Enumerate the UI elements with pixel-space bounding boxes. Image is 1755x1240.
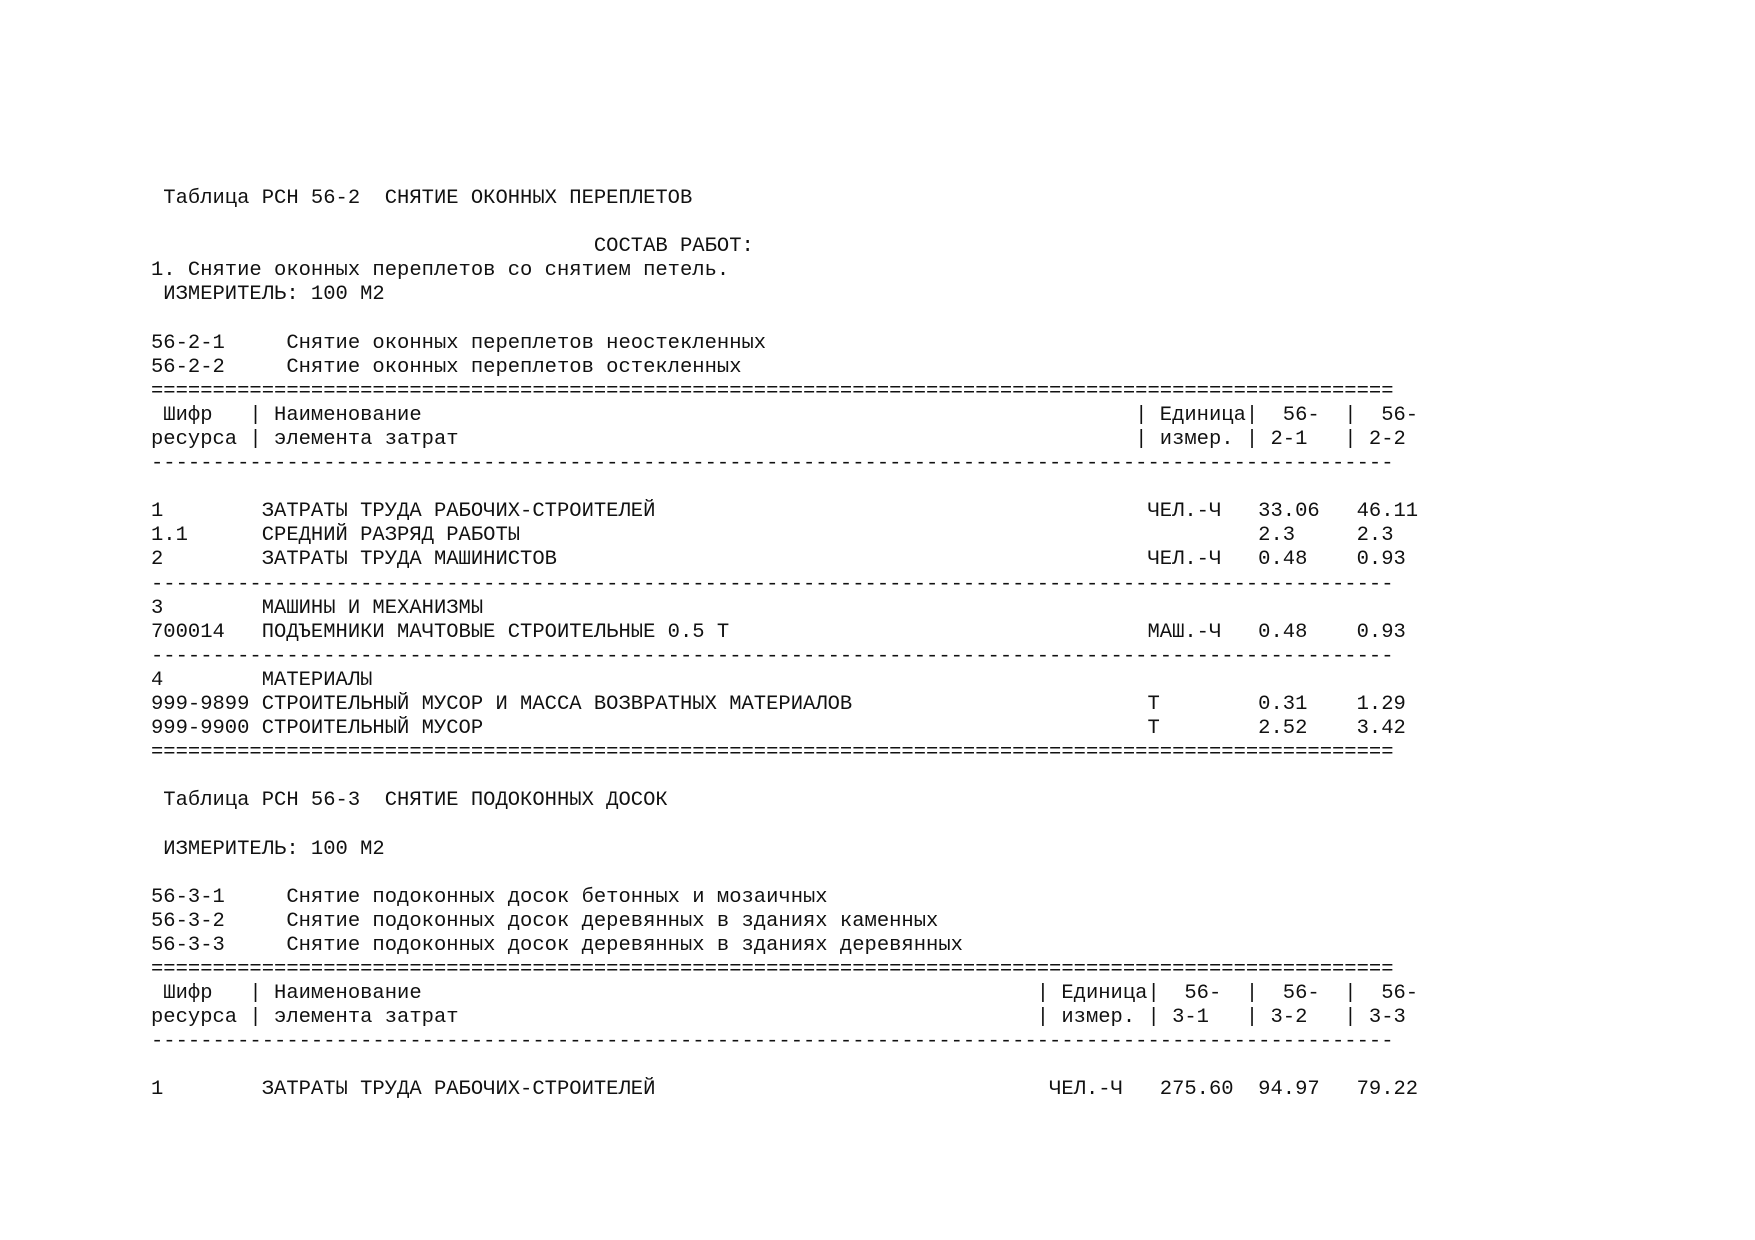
document-line: ----------------------------------------------------------------------------------------------------- [151,452,1394,476]
document-line [151,211,1418,235]
document-line [151,765,1418,789]
document-line: 2 ЗАТРАТЫ ТРУДА МАШИНИСТОВ ЧЕЛ.-Ч 0.48 0.93 [151,548,1406,572]
document-line: 56-3-1 Снятие подоконных досок бетонных и мозаичных [151,885,828,909]
document-line: ИЗМЕРИТЕЛЬ: 100 М2 [151,283,385,307]
document-line: 1.1 СРЕДНИЙ РАЗРЯД РАБОТЫ 2.3 2.3 [151,524,1394,548]
document-line: ИЗМЕРИТЕЛЬ: 100 М2 [151,837,385,861]
document-line: 1 ЗАТРАТЫ ТРУДА РАБОЧИХ-СТРОИТЕЛЕЙ ЧЕЛ.-Ч 33.06 46.11 [151,500,1419,524]
document-line: 999-9899 СТРОИТЕЛЬНЫЙ МУСОР И МАССА ВОЗВРАТНЫХ МАТЕРИАЛОВ Т 0.31 1.29 [151,692,1406,716]
document-line [151,813,1418,837]
document-line: ===================================================================================================== [151,958,1394,981]
document-line [151,862,1418,886]
document-line: 56-2-2 Снятие оконных переплетов остекленных [151,355,742,379]
document-text [151,187,1418,1103]
document-line: 1. Снятие оконных переплетов со снятием петель. [151,259,730,283]
document-line: 999-9900 СТРОИТЕЛЬНЫЙ МУСОР Т 2.52 3.42 [151,717,1406,741]
document-line: 56-2-1 Снятие оконных переплетов неостекленных [151,331,767,355]
document-line [151,1054,1418,1078]
document-line: Таблица РСН 56-3 СНЯТИЕ ПОДОКОННЫХ ДОСОК [151,789,668,813]
document-line [151,307,1418,331]
document-line: Таблица РСН 56-2 СНЯТИЕ ОКОННЫХ ПЕРЕПЛЕТОВ [151,187,693,210]
document-line: ----------------------------------------------------------------------------------------------------- [151,644,1394,668]
document-line: 700014 ПОДЪЕМНИКИ МАЧТОВЫЕ СТРОИТЕЛЬНЫЕ 0.5 Т МАШ.-Ч 0.48 0.93 [151,620,1406,644]
document-line: Шифр | Наименование | Единица| 56- | 56- | 56- [151,982,1419,1006]
document-line [151,476,1418,500]
document-line: 4 МАТЕРИАЛЫ [151,668,373,692]
document-line: 3 МАШИНЫ И МЕХАНИЗМЫ [151,596,484,620]
document-line: 56-3-3 Снятие подоконных досок деревянных в зданиях деревянных [151,933,963,957]
document-line: СОСТАВ РАБОТ: [151,235,754,259]
document-line: ===================================================================================================== [151,741,1394,765]
document-line: ----------------------------------------------------------------------------------------------------- [151,572,1394,596]
document-line: Шифр | Наименование | Единица| 56- | 56- [151,403,1419,427]
document-line: ресурса | элемента затрат | измер. | 2-1 | 2-2 [151,427,1406,451]
document-line: 1 ЗАТРАТЫ ТРУДА РАБОЧИХ-СТРОИТЕЛЕЙ ЧЕЛ.-Ч 275.60 94.97 79.22 [151,1078,1419,1102]
document-line: ===================================================================================================== [151,379,1394,403]
document-line: ----------------------------------------------------------------------------------------------------- [151,1030,1394,1054]
document-line: ресурса | элемента затрат | измер. | 3-1 | 3-2 | 3-3 [151,1006,1406,1030]
document-line: 56-3-2 Снятие подоконных досок деревянных в зданиях каменных [151,909,939,933]
